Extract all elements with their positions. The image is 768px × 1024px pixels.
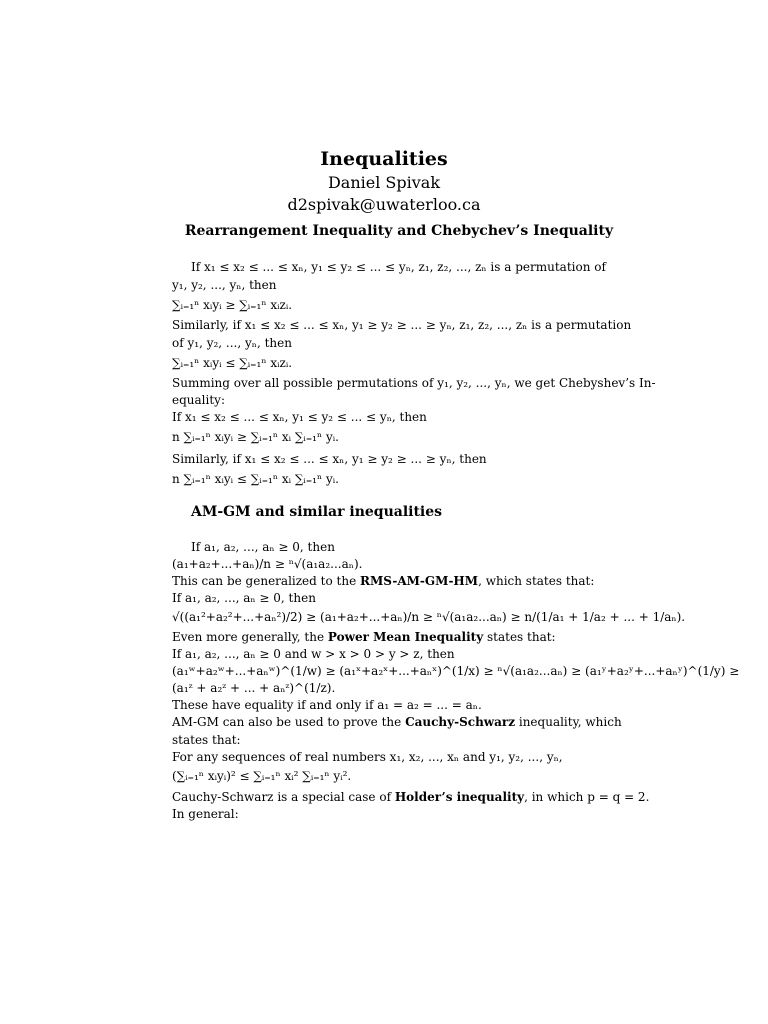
equation: ∑ᵢ₌₁ⁿ xᵢyᵢ ≥ ∑ᵢ₌₁ⁿ xᵢzᵢ. bbox=[172, 298, 293, 312]
paragraph-line: Similarly, if x₁ ≤ x₂ ≤ ... ≤ xₙ, y₁ ≥ y₂ ≥ ... ≥ yₙ, then bbox=[172, 452, 487, 466]
paragraph-line: Even more generally, the Power Mean Inequality states that: bbox=[172, 630, 556, 644]
paragraph-line: These have equality if and only if a₁ = a₂ = ... = aₙ. bbox=[172, 698, 482, 712]
paragraph-line: Cauchy-Schwarz is a special case of Holder’s inequality, in which p = q = 2. bbox=[172, 790, 650, 804]
equation: n ∑ᵢ₌₁ⁿ xᵢyᵢ ≤ ∑ᵢ₌₁ⁿ xᵢ ∑ᵢ₌₁ⁿ yᵢ. bbox=[172, 472, 339, 486]
equation: n ∑ᵢ₌₁ⁿ xᵢyᵢ ≥ ∑ᵢ₌₁ⁿ xᵢ ∑ᵢ₌₁ⁿ yᵢ. bbox=[172, 430, 339, 444]
section-heading-rearrangement: Rearrangement Inequality and Chebychev’s Inequality bbox=[184, 223, 614, 239]
equation: (a₁ʷ+a₂ʷ+...+aₙʷ)^(1/w) ≥ (a₁ˣ+a₂ˣ+...+aₙˣ)^(1/x) ≥ ⁿ√(a₁a₂...aₙ) ≥ (a₁ʸ+a₂ʸ+...+aₙʸ)^(1/y) ≥ bbox=[172, 664, 740, 678]
paragraph-line: Summing over all possible permutations of y₁, y₂, ..., yₙ, we get Chebyshev’s In- bbox=[172, 376, 656, 390]
paragraph-line: In general: bbox=[172, 807, 239, 821]
term-power-mean-inequality: Power Mean Inequality bbox=[327, 630, 484, 644]
paragraph-line: For any sequences of real numbers x₁, x₂, ..., xₙ and y₁, y₂, ..., yₙ, bbox=[172, 750, 563, 764]
paragraph-line: If x₁ ≤ x₂ ≤ ... ≤ xₙ, y₁ ≤ y₂ ≤ ... ≤ yₙ, z₁, z₂, ..., zₙ is a permutation of bbox=[191, 260, 606, 274]
paragraph-line: of y₁, y₂, ..., yₙ, then bbox=[172, 336, 292, 350]
paragraph-line: Similarly, if x₁ ≤ x₂ ≤ ... ≤ xₙ, y₁ ≥ y₂ ≥ ... ≥ yₙ, z₁, z₂, ..., zₙ is a permutation bbox=[172, 318, 632, 332]
term-cauchy-schwarz: Cauchy-Schwarz bbox=[405, 715, 516, 729]
equation: (a₁+a₂+...+aₙ)/n ≥ ⁿ√(a₁a₂...aₙ). bbox=[172, 557, 363, 571]
paragraph-line: If x₁ ≤ x₂ ≤ ... ≤ xₙ, y₁ ≤ y₂ ≤ ... ≤ yₙ, then bbox=[172, 410, 427, 424]
paragraph-line: equality: bbox=[172, 393, 225, 407]
paragraph-line: If a₁, a₂, ..., aₙ ≥ 0 and w > x > 0 > y > z, then bbox=[172, 647, 455, 661]
term-rms-am-gm-hm: RMS-AM-GM-HM bbox=[360, 574, 479, 588]
paragraph-line: states that: bbox=[172, 733, 241, 747]
equation: ∑ᵢ₌₁ⁿ xᵢyᵢ ≤ ∑ᵢ₌₁ⁿ xᵢzᵢ. bbox=[172, 356, 293, 370]
equation: (∑ᵢ₌₁ⁿ xᵢyᵢ)² ≤ ∑ᵢ₌₁ⁿ xᵢ² ∑ᵢ₌₁ⁿ yᵢ². bbox=[172, 769, 352, 783]
document-title: Inequalities bbox=[320, 148, 448, 170]
paragraph-line: If a₁, a₂, ..., aₙ ≥ 0, then bbox=[191, 540, 335, 554]
section-heading-amgm: AM-GM and similar inequalities bbox=[191, 504, 443, 520]
paragraph-line: AM-GM can also be used to prove the Cauchy-Schwarz inequality, which bbox=[172, 715, 622, 729]
paragraph-line: This can be generalized to the RMS-AM-GM-HM, which states that: bbox=[172, 574, 595, 588]
author-name: Daniel Spivak bbox=[327, 173, 441, 192]
equation: √((a₁²+a₂²+...+aₙ²)/2) ≥ (a₁+a₂+...+aₙ)/n ≥ ⁿ√(a₁a₂...aₙ) ≥ n/(1/a₁ + 1/a₂ + ... + 1/aₙ). bbox=[172, 610, 686, 624]
author-email: d2spivak@uwaterloo.ca bbox=[287, 195, 481, 214]
paragraph-line: y₁, y₂, ..., yₙ, then bbox=[172, 278, 277, 292]
paragraph-line: If a₁, a₂, ..., aₙ ≥ 0, then bbox=[172, 591, 316, 605]
term-holders-inequality: Holder’s inequality bbox=[394, 790, 525, 804]
equation: (a₁ᶻ + a₂ᶻ + ... + aₙᶻ)^(1/z). bbox=[172, 681, 336, 695]
